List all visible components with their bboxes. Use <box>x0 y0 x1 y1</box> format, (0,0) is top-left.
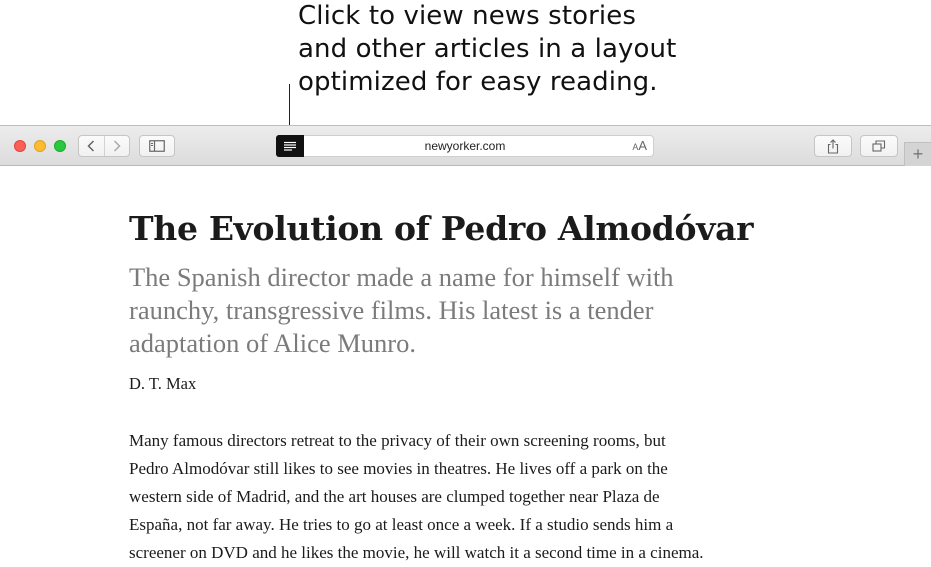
chevron-right-icon <box>113 140 121 152</box>
minimize-window-button[interactable] <box>34 140 46 152</box>
reader-view-button[interactable] <box>276 135 304 157</box>
article-body-line: España, not far away. He tries to go at least once a week. If a studio sends him a <box>129 515 674 534</box>
sidebar-button[interactable] <box>139 135 175 157</box>
close-window-button[interactable] <box>14 140 26 152</box>
show-all-tabs-button[interactable] <box>860 135 898 157</box>
forward-button[interactable] <box>104 136 129 156</box>
callout-line: and other articles in a layout <box>298 34 677 64</box>
article-body-line: screener on DVD and he likes the movie, he will watch it a second time in a cinema. <box>129 543 704 562</box>
reader-lines-icon <box>283 141 297 152</box>
url-text: newyorker.com <box>424 139 506 153</box>
address-bar[interactable] <box>276 135 654 157</box>
back-button[interactable] <box>79 136 104 156</box>
new-tab-button[interactable]: + <box>904 142 931 166</box>
article-body-line: Pedro Almodóvar still likes to see movies in theatres. He lives off a park on the <box>129 459 668 478</box>
text-size-small-label: A <box>632 142 639 152</box>
callout-line: Click to view news stories <box>298 1 636 31</box>
article-title: The Evolution of Pedro Almodóvar <box>129 209 754 248</box>
callout-leader-line <box>289 84 290 130</box>
article-body-line: western side of Madrid, and the art houses are clumped together near Plaza de <box>129 487 660 506</box>
share-button[interactable] <box>814 135 852 157</box>
chevron-left-icon <box>87 140 95 152</box>
article-body-line: Many famous directors retreat to the privacy of their own screening rooms, but <box>129 431 666 450</box>
tabs-overview-icon <box>872 140 886 152</box>
reader-callout <box>298 0 818 99</box>
toolbar <box>0 126 931 166</box>
share-icon <box>827 139 839 154</box>
maximize-window-button[interactable] <box>54 140 66 152</box>
browser-window <box>0 125 931 567</box>
article-subtitle: The Spanish director made a name for himself with raunchy, transgressive films. His latest is a tender adaptation of Alice Munro. <box>129 262 674 358</box>
text-size-large-label: A <box>638 138 647 153</box>
article-body <box>129 427 799 567</box>
navigation-buttons <box>78 135 130 157</box>
article-content <box>129 209 809 567</box>
article-author: D. T. Max <box>129 374 197 393</box>
sidebar-icon <box>149 140 165 152</box>
text-size-button[interactable] <box>632 136 647 156</box>
callout-line: optimized for easy reading. <box>298 67 658 97</box>
